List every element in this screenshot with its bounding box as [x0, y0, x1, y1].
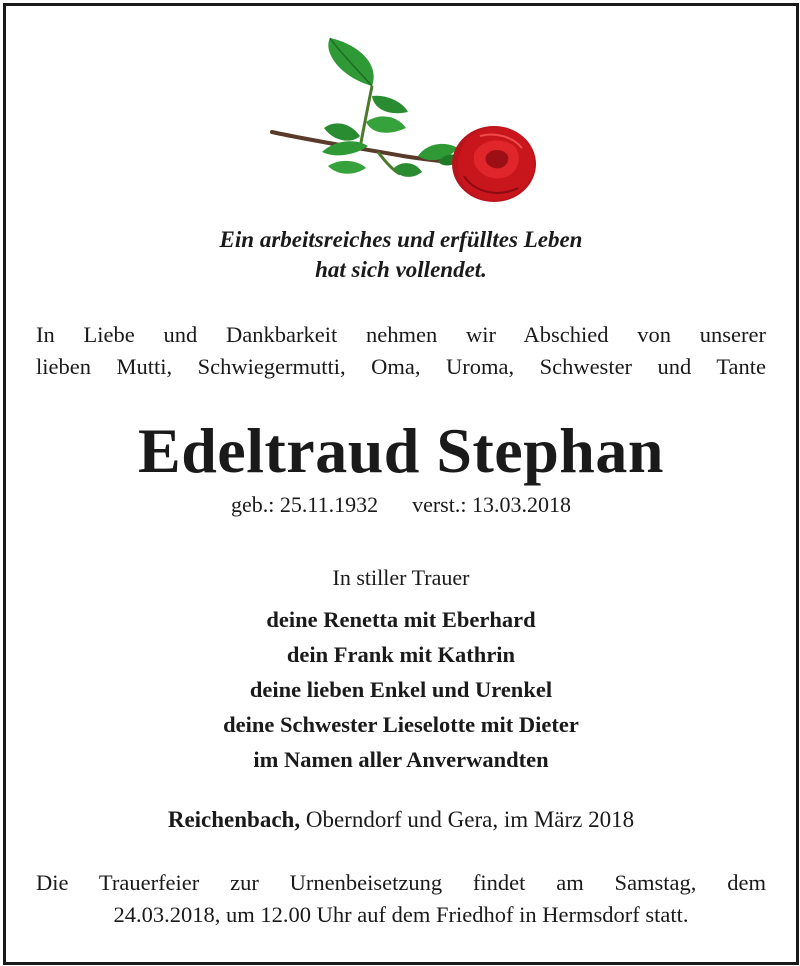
- obituary-frame: [3, 3, 799, 965]
- intro-line-1: In Liebe und Dankbarkeit nehmen wir Abschied von unserer: [36, 322, 766, 347]
- place-rest: Oberndorf und Gera, im März 2018: [300, 807, 635, 832]
- mourner-line: dein Frank mit Kathrin: [286, 642, 516, 667]
- intro-line-2: lieben Mutti, Schwiegermutti, Oma, Uroma, Schwester und Tante: [36, 354, 766, 379]
- place-bold: Reichenbach,: [167, 807, 301, 832]
- mourning-heading: In stiller Trauer: [332, 565, 470, 590]
- service-line-1: Die Trauerfeier zur Urnenbeisetzung findet am Samstag, dem: [36, 870, 766, 895]
- place-and-date: [6, 806, 796, 834]
- mourner-line: deine Renetta mit Eberhard: [266, 607, 536, 632]
- life-dates: [6, 491, 796, 519]
- mourner-line: deine Schwester Lieselotte mit Dieter: [223, 712, 579, 737]
- mourner-line: deine lieben Enkel und Urenkel: [249, 677, 553, 702]
- rose-illustration: [268, 36, 538, 206]
- death-date: verst.: 13.03.2018: [412, 492, 571, 517]
- birth-date: geb.: 25.11.1932: [231, 492, 379, 517]
- mourner-line: im Namen aller Anverwandten: [253, 747, 549, 772]
- motto-line-2: hat sich vollendet.: [315, 257, 487, 282]
- deceased-name: Edeltraud Stephan: [138, 415, 664, 486]
- motto-line-1: Ein arbeitsreiches und erfülltes Leben: [219, 227, 583, 252]
- service-line-2: 24.03.2018, um 12.00 Uhr auf dem Friedhof in Hermsdorf statt.: [113, 902, 689, 927]
